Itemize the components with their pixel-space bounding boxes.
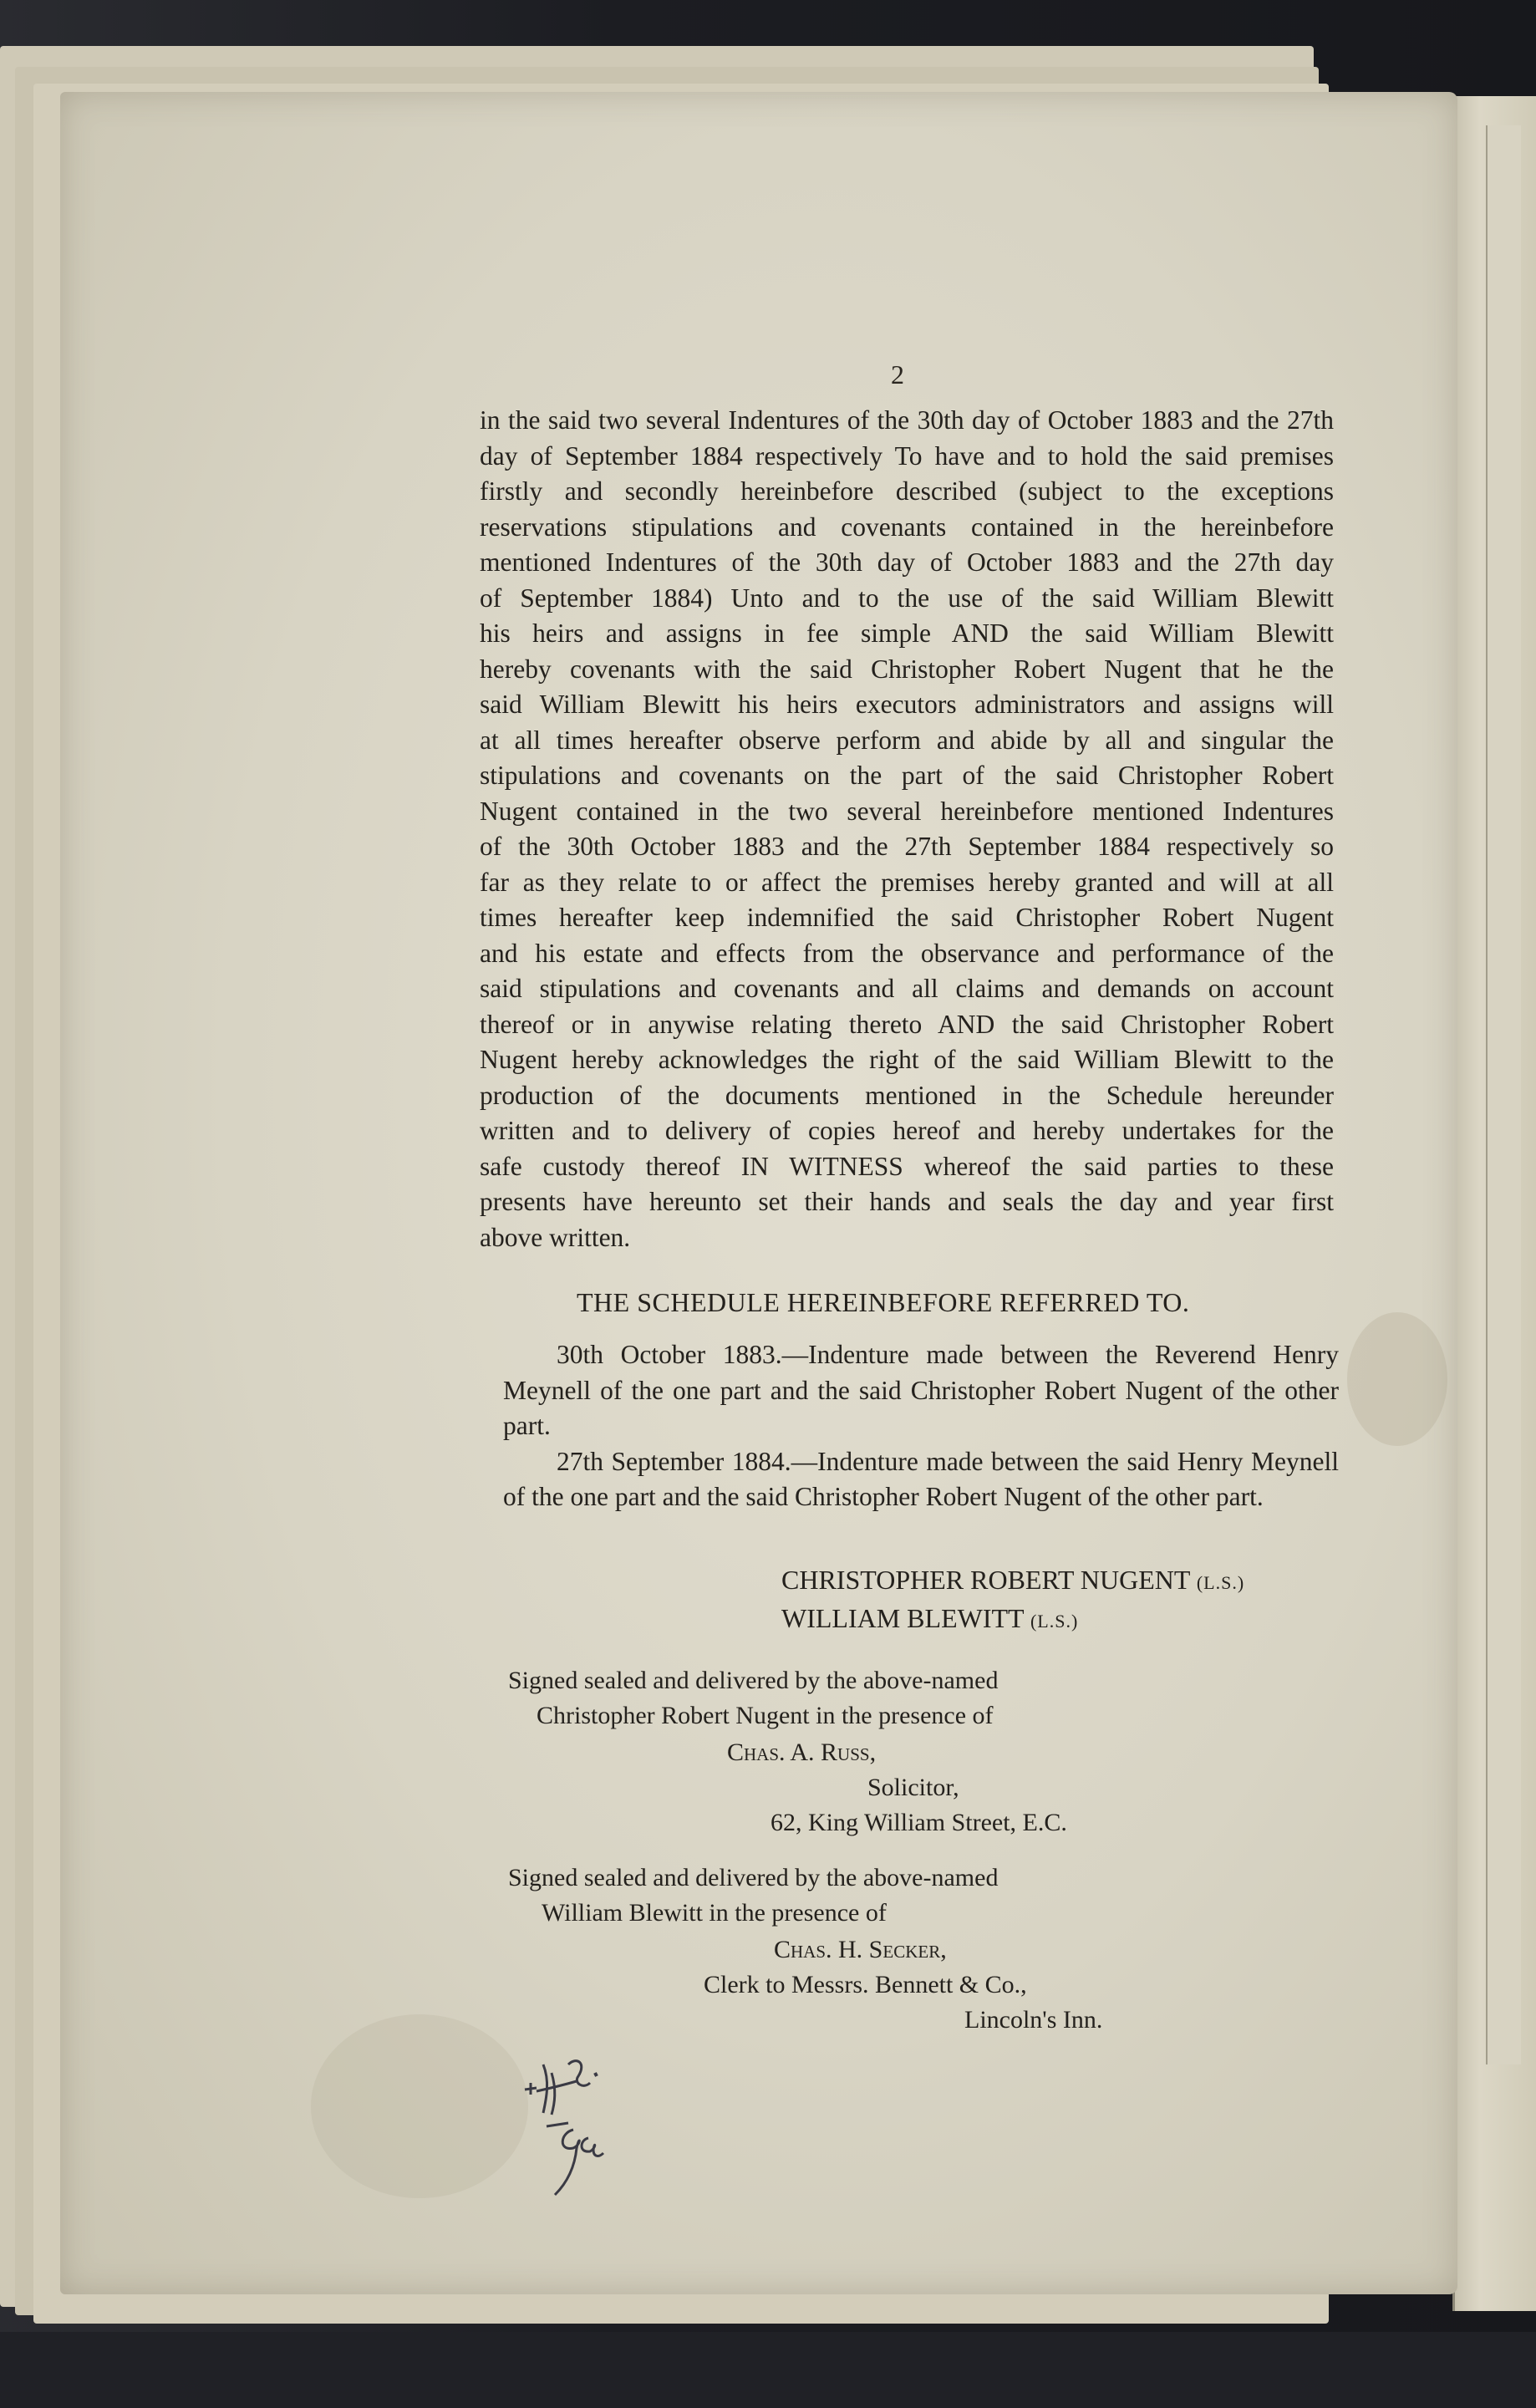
deed-text-line: production of the documents mentioned in the Schedule hereunder <box>480 1080 1334 1110</box>
schedule-entry: 30th October 1883.—Indenture made between the Reverend Henry Meynell of the one part and the said Christopher Robert Nugent of the other part. <box>503 1340 1339 1440</box>
schedule-entries <box>503 1337 1339 1515</box>
attestation-clause: Signed sealed and delivered by the above-named <box>508 1667 999 1694</box>
party-signature <box>781 1565 1244 1596</box>
seal-mark: (L.S.) <box>1030 1611 1079 1632</box>
party-name: CHRISTOPHER ROBERT NUGENT <box>781 1565 1190 1595</box>
deed-text-line: mentioned Indentures of the 30th day of October 1883 and the 27th day <box>480 547 1334 577</box>
attestation-clause: William Blewitt in the presence of <box>542 1899 887 1927</box>
deed-text-line: said William Blewitt his heirs executors administrators and assigns will <box>480 690 1334 719</box>
schedule-entry: 27th September 1884.—Indenture made between the said Henry Meynell of the one part and the said Christopher Robert Nugent of the other part. <box>503 1446 1339 1511</box>
deed-text-line: Nugent contained in the two several hereinbefore mentioned Indentures <box>480 796 1334 826</box>
deed-text-line: and his estate and effects from the observance and performance of the <box>480 938 1334 968</box>
party-name: WILLIAM BLEWITT <box>781 1603 1024 1633</box>
deed-text-line: far as they relate to or affect the premises hereby granted and will at all <box>480 867 1334 897</box>
deed-text-line: of September 1884) Unto and to the use of the said William Blewitt <box>480 583 1334 613</box>
witness-role: Clerk to Messrs. Bennett & Co., <box>704 1971 1027 1998</box>
schedule-heading: THE SCHEDULE HEREINBEFORE REFERRED TO. <box>577 1287 1190 1317</box>
deed-text-line: above written. <box>480 1222 631 1252</box>
deed-text-line: times hereafter keep indemnified the said Christopher Robert Nugent <box>480 903 1334 932</box>
deed-text-line: day of September 1884 respectively To have and to hold the said premises <box>480 440 1334 471</box>
page-number: 2 <box>891 359 904 389</box>
deed-text-line: at all times hereafter observe perform and abide by all and singular the <box>480 725 1334 755</box>
party-signature <box>781 1603 1078 1634</box>
deed-text-line: hereby covenants with the said Christopher Robert Nugent that he the <box>480 654 1334 684</box>
witness-address: 62, King William Street, E.C. <box>771 1809 1067 1836</box>
deed-text-line: in the said two several Indentures of the 30th day of October 1883 and the 27th <box>480 405 1334 435</box>
attestation-clause: Christopher Robert Nugent in the presence of <box>537 1702 994 1729</box>
deed-text-line: presents have hereunto set their hands and seals the day and year first <box>480 1187 1334 1216</box>
deed-text-line: Nugent hereby acknowledges the right of the said William Blewitt to the <box>480 1045 1334 1074</box>
deed-text-line: safe custody thereof IN WITNESS whereof the said parties to these <box>480 1151 1334 1181</box>
seal-mark: (L.S.) <box>1196 1572 1245 1593</box>
deed-text-line: thereof or in anywise relating thereto AND the said Christopher Robert <box>480 1009 1334 1039</box>
binding-bottom <box>0 2332 1536 2408</box>
deed-text-line: reservations stipulations and covenants contained in the hereinbefore <box>480 512 1334 542</box>
page-stain <box>311 2014 528 2198</box>
witness-address: Lincoln's Inn. <box>964 2006 1103 2034</box>
deed-text-line: his heirs and assigns in fee simple AND the said William Blewitt <box>480 619 1334 648</box>
deed-text-line: firstly and secondly hereinbefore described (subject to the exceptions <box>480 476 1334 506</box>
deed-text-line: stipulations and covenants on the part of the said Christopher Robert <box>480 761 1334 790</box>
witness-name: Chas. A. Russ, <box>727 1739 877 1766</box>
deed-body-text <box>480 403 1334 1255</box>
deed-text-line: said stipulations and covenants and all claims and demands on account <box>480 974 1334 1003</box>
deed-text-line: of the 30th October 1883 and the 27th September 1884 respectively so <box>480 832 1334 861</box>
page-stain <box>1347 1312 1447 1446</box>
witness-name: Chas. H. Secker, <box>774 1936 947 1963</box>
witness-role: Solicitor, <box>867 1774 959 1801</box>
handwritten-pencil-mark <box>518 2039 635 2207</box>
deed-text-line: written and to delivery of copies hereof and hereby undertakes for the <box>480 1116 1334 1145</box>
adjacent-page-margin <box>1486 125 1521 2064</box>
attestation-clause: Signed sealed and delivered by the above-named <box>508 1864 999 1891</box>
